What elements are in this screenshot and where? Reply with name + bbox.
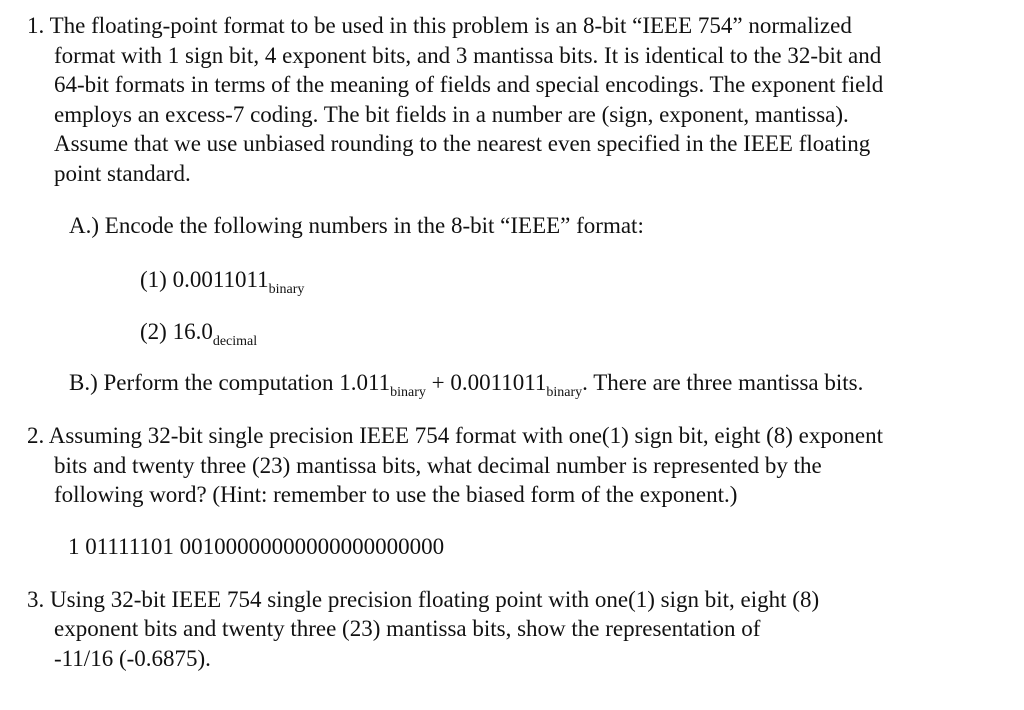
q3-line-3: -11/16 (-0.6875). (54, 646, 211, 671)
part-a-item-2-base: decimal (212, 334, 258, 349)
part-a-item-1 (140, 266, 305, 297)
q2-line-1: 2. Assuming 32-bit single precision IEEE 754 format with one(1) sign bit, eight (8) exponent (27, 423, 883, 448)
q2-line-3: following word? (Hint: remember to use the biased form of the exponent.) (54, 482, 738, 507)
q1-line-5: Assume that we use unbiased rounding to the nearest even specified in the IEEE floating (54, 131, 871, 156)
q1-line-2: format with 1 sign bit, 4 exponent bits, and 3 mantissa bits. It is identical to the 32-bit and (54, 43, 882, 68)
q3-line-1: 3. Using 32-bit IEEE 754 single precision floating point with one(1) sign bit, eight (8) (27, 587, 820, 612)
q1-line-1: 1. The floating-point format to be used in this problem is an 8-bit “IEEE 754” normalized (27, 13, 852, 38)
part-b-post: . There are three mantissa bits. (582, 370, 864, 395)
part-a-item-1-value: (1) 0.0011011 (140, 267, 269, 292)
part-a-item-1-base: binary (268, 282, 305, 297)
part-b-sub-2: binary (546, 385, 583, 400)
q1-line-6: point standard. (54, 161, 191, 186)
q2-line-2: bits and twenty three (23) mantissa bits, what decimal number is represented by the (54, 453, 822, 478)
q3-line-2: exponent bits and twenty three (23) mantissa bits, show the representation of (54, 616, 761, 641)
part-a-item-2 (140, 318, 258, 349)
part-b-mid: + 0.0011011 (425, 370, 547, 395)
part-a-item-2-value: (2) 16.0 (140, 319, 213, 344)
q1-line-4: employs an excess-7 coding. The bit fields in a number are (sign, exponent, mantissa). (54, 102, 849, 127)
q1-line-3: 64-bit formats in terms of the meaning of fields and special encodings. The exponent field (54, 72, 884, 97)
part-b-prompt (69, 369, 864, 400)
part-b-pre: B.) Perform the computation 1.011 (69, 370, 391, 395)
q2-binary-word: 1 01111101 00100000000000000000000 (68, 534, 445, 559)
part-b-sub-1: binary (390, 385, 426, 400)
part-a-prompt: A.) Encode the following numbers in the 8-bit “IEEE” format: (69, 213, 644, 238)
